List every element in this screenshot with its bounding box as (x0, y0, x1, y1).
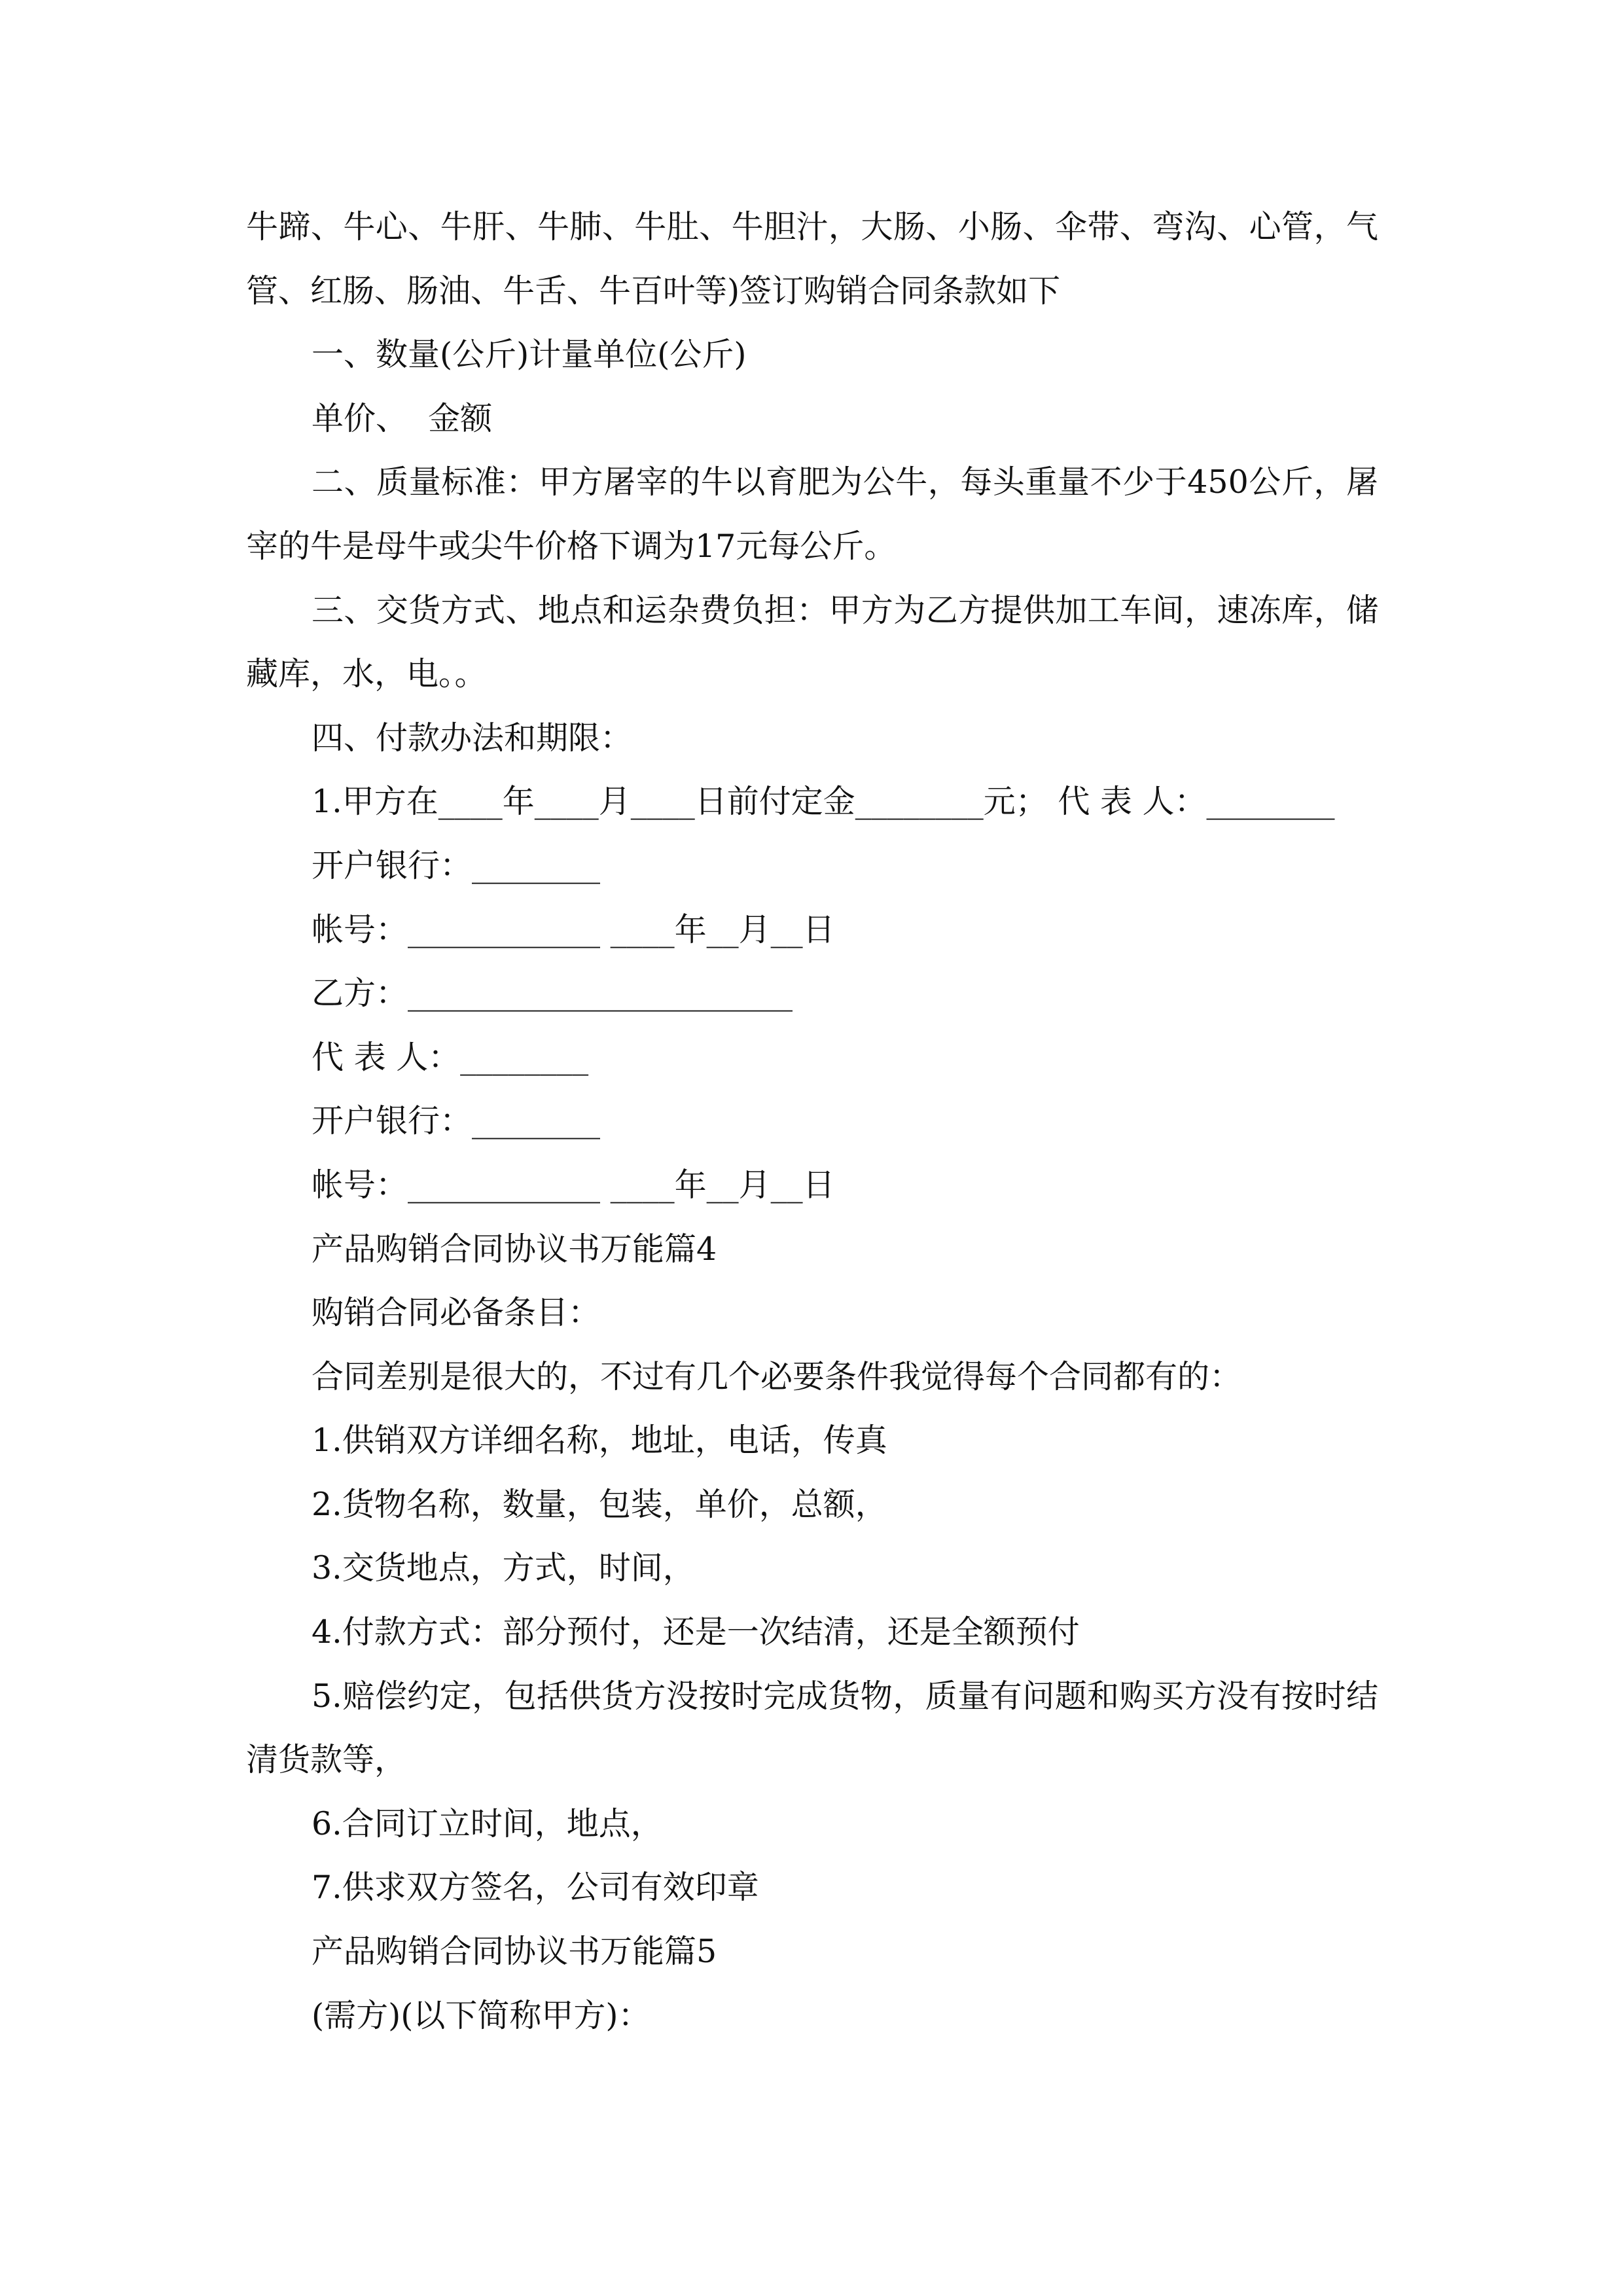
paragraph: 单价、 金额 (312, 399, 493, 437)
paragraph: 代 表 人：________ (312, 1038, 589, 1076)
paragraph: 5.赔偿约定，包括供货方没按时完成货物，质量有问题和购买方没有按时结清货款等， (246, 1677, 1378, 1779)
paragraph: 购销合同必备条目： (312, 1294, 601, 1332)
paragraph: 开户银行：________ (312, 1102, 601, 1140)
paragraph: 产品购销合同协议书万能篇5 (312, 1933, 717, 1971)
paragraph: 4.付款方式：部分预付，还是一次结清，还是全额预付 (312, 1613, 1080, 1651)
paragraph: 1.供销双方详细名称，地址，电话，传真 (312, 1422, 887, 1460)
paragraph: 6.合同订立时间，地点， (312, 1804, 663, 1842)
paragraph: 二、质量标准：甲方屠宰的牛以育肥为公牛，每头重量不少于450公斤，屠宰的牛是母牛或尖牛价格下调为17元每公斤。 (246, 463, 1378, 565)
paragraph: 四、付款办法和期限： (312, 719, 633, 757)
paragraph: 乙方：________________________ (312, 975, 793, 1013)
paragraph: 3.交货地点，方式，时间， (312, 1549, 695, 1587)
paragraph: 7.供求双方签名，公司有效印章 (312, 1869, 759, 1907)
paragraph: 一、数量(公斤)计量单位(公斤) (312, 336, 747, 374)
paragraph: (需方)(以下简称甲方)： (312, 1996, 651, 2034)
paragraph: 三、交货方式、地点和运杂费负担：甲方为乙方提供加工车间，速冻库，储藏库，水，电。。 (246, 591, 1378, 693)
paragraph: 开户银行：________ (312, 846, 601, 884)
paragraph: 帐号：____________ ____年__月__日 (312, 910, 835, 948)
paragraph: 产品购销合同协议书万能篇4 (312, 1230, 717, 1268)
paragraph: 合同差别是很大的，不过有几个必要条件我觉得每个合同都有的： (312, 1357, 1242, 1395)
paragraph: 帐号：____________ ____年__月__日 (312, 1166, 835, 1204)
document-page (246, 195, 1378, 2047)
paragraph: 2.货物名称，数量，包装，单价，总额， (312, 1485, 887, 1523)
paragraph: 1.甲方在____年____月____日前付定金________元； 代 表 人：________ (312, 783, 1335, 821)
paragraph: 牛蹄、牛心、牛肝、牛肺、牛肚、牛胆汁，大肠、小肠、伞带、弯沟、心管，气管、红肠、肠油、牛舌、牛百叶等)签订购销合同条款如下 (246, 208, 1378, 310)
